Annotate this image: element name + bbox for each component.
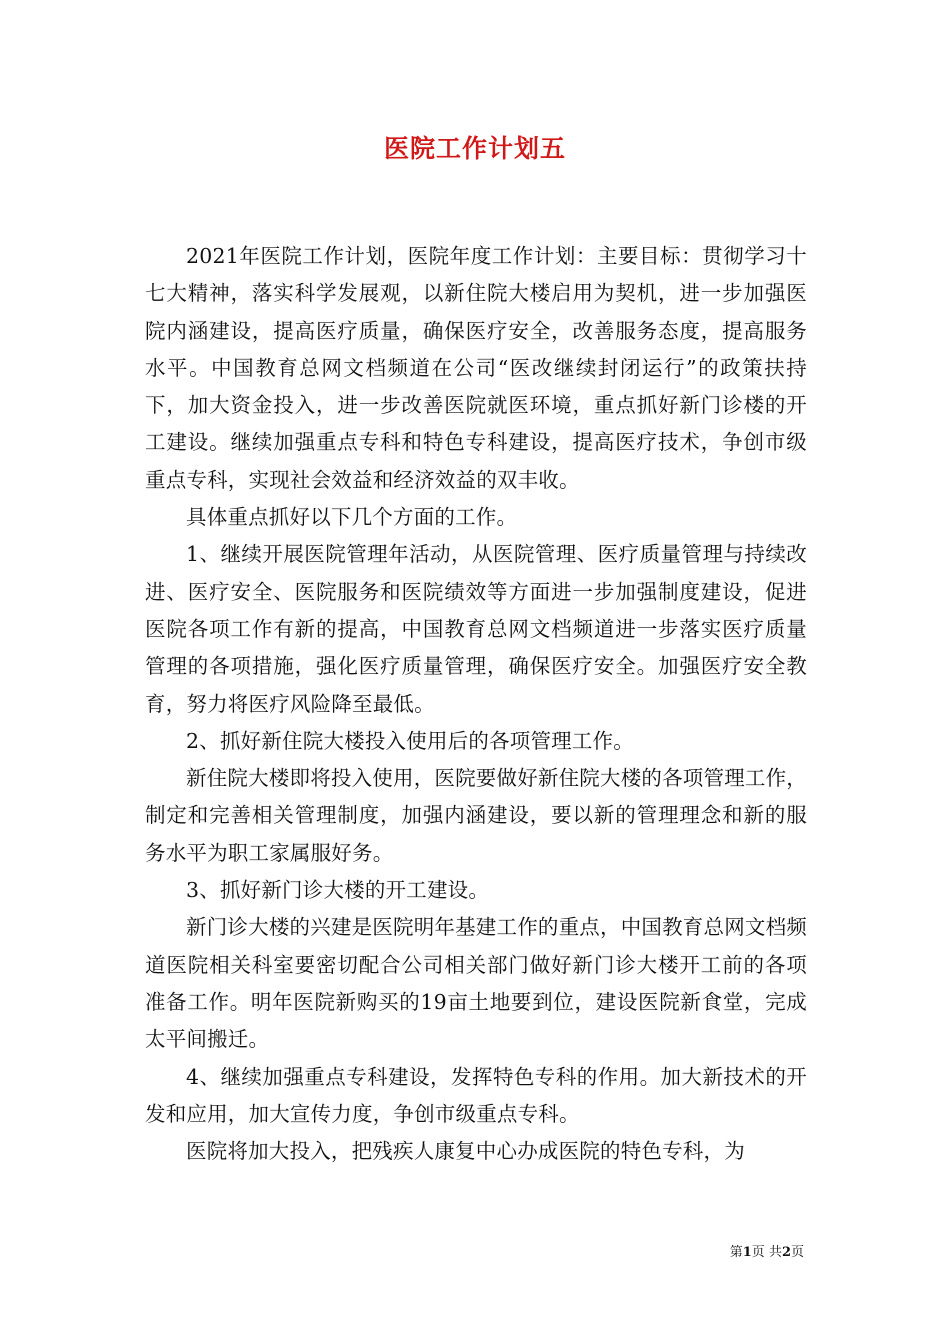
paragraph: 1、继续开展医院管理年活动，从医院管理、医疗质量管理与持续改进、医疗安全、医院服务和医院绩效等方面进一步加强制度建设，促进医院各项工作有新的提高，中国教育总网文档频道进一步落实医疗质量管理的各项措施，强化医疗质量管理，确保医疗安全。加强医疗安全教育，努力将医疗风险降至最低。 [145, 542, 807, 716]
paragraph: 4、继续加强重点专科建设，发挥特色专科的作用。加大新技术的开发和应用，加大宣传力度，争创市级重点专科。 [145, 1064, 807, 1126]
footer-suffix: 页 [790, 1245, 804, 1260]
footer-total-pages: 2 [781, 1245, 791, 1260]
paragraph: 新门诊大楼的兴建是医院明年基建工作的重点，中国教育总网文档频道医院相关科室要密切配合公司相关部门做好新门诊大楼开工前的各项准备工作。明年医院新购买的19亩土地要到位，建设医院新食堂，完成太平间搬迁。 [145, 915, 807, 1052]
footer-prefix: 第 [729, 1245, 743, 1260]
document-body [145, 238, 807, 1170]
footer-middle: 页 共 [751, 1245, 782, 1260]
document-title: 医院工作计划五 [383, 134, 566, 163]
page-footer [730, 1244, 804, 1262]
paragraph: 2、抓好新住院大楼投入使用后的各项管理工作。 [186, 728, 634, 753]
paragraph: 医院将加大投入，把残疾人康复中心办成医院的特色专科，为 [186, 1139, 745, 1164]
paragraph: 2021年医院工作计划，医院年度工作计划：主要目标：贯彻学习十七大精神，落实科学发展观，以新住院大楼启用为契机，进一步加强医院内涵建设，提高医疗质量，确保医疗安全，改善服务态度，提高服务水平。中国教育总网文档频道在公司“医改继续封闭运行”的政策扶持下，加大资金投入，进一步改善医院就医环境，重点抓好新门诊楼的开工建设。继续加强重点专科和特色专科建设，提高医疗技术，争创市级重点专科，实现社会效益和经济效益的双丰收。 [145, 244, 807, 492]
paragraph: 具体重点抓好以下几个方面的工作。 [186, 505, 518, 530]
paragraph: 3、抓好新门诊大楼的开工建设。 [186, 878, 490, 903]
paragraph: 新住院大楼即将投入使用，医院要做好新住院大楼的各项管理工作，制定和完善相关管理制度，加强内涵建设，要以新的管理理念和新的服务水平为职工家属服好务。 [145, 766, 807, 865]
footer-page-number: 1 [742, 1245, 752, 1260]
